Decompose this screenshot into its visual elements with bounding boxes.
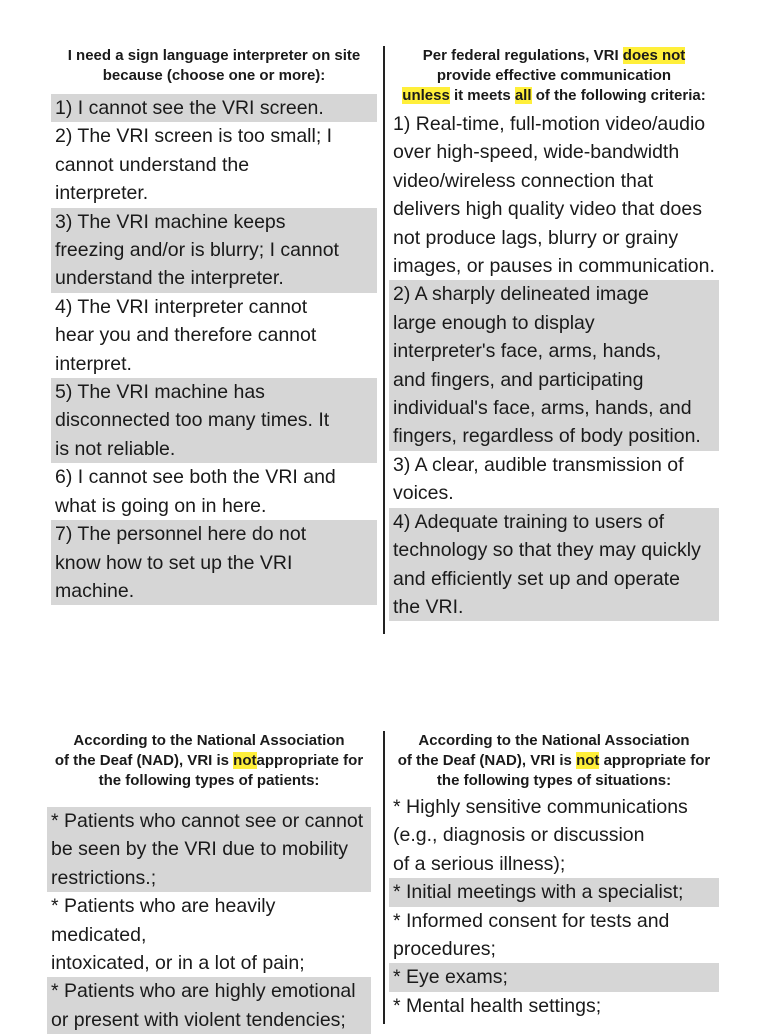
list-item-line: video/wireless connection that bbox=[393, 169, 654, 192]
list-item bbox=[51, 378, 377, 463]
highlight-unless: unless bbox=[402, 87, 450, 104]
list-item-line: freezing and/or is blurry; I cannot bbox=[55, 239, 339, 262]
federal-criteria-heading bbox=[389, 46, 719, 110]
list-item-line: disconnected too many times. It bbox=[55, 409, 330, 432]
list-item-line: * Patients who cannot see or cannot bbox=[51, 810, 364, 832]
heading-line: unless it meets all of the following criteria: bbox=[402, 87, 706, 104]
list-item-line: 2) The VRI screen is too small; I bbox=[55, 125, 333, 148]
nad-situations-heading bbox=[389, 731, 719, 793]
list-item-line: 4) Adequate training to users of bbox=[393, 510, 665, 533]
list-item-line: interpret. bbox=[55, 352, 132, 375]
list-item-line: the VRI. bbox=[393, 595, 464, 618]
list-item-line: procedures; bbox=[393, 938, 496, 961]
nad-patients-column bbox=[47, 731, 371, 1034]
list-item-line: understand the interpreter. bbox=[55, 267, 284, 290]
list-item bbox=[389, 992, 719, 1020]
list-item bbox=[389, 110, 719, 280]
list-item-line: voices. bbox=[393, 482, 454, 505]
list-item bbox=[389, 451, 719, 508]
list-item-line: know how to set up the VRI bbox=[55, 551, 293, 574]
nad-patients-list bbox=[47, 807, 371, 1034]
list-item-line: * Mental health settings; bbox=[393, 994, 602, 1017]
list-item bbox=[47, 892, 371, 977]
list-item-line: * Patients who are highly emotional bbox=[51, 980, 356, 1003]
list-item bbox=[51, 122, 377, 207]
list-item bbox=[51, 94, 377, 122]
heading-line: I need a sign language interpreter on site bbox=[67, 47, 361, 64]
federal-criteria-column bbox=[389, 46, 719, 621]
list-item bbox=[51, 293, 377, 378]
nad-patients-heading bbox=[47, 731, 371, 807]
highlight-not: not bbox=[233, 752, 257, 769]
list-item-line: 7) The personnel here do not bbox=[55, 523, 307, 546]
list-item-line: not produce lags, blurry or grainy bbox=[393, 226, 679, 249]
patient-reasons-column bbox=[51, 46, 377, 605]
list-item-line: of a serious illness); bbox=[393, 852, 566, 875]
list-item-line: * Eye exams; bbox=[393, 966, 508, 989]
list-item-line: over high-speed, wide-bandwidth bbox=[393, 141, 680, 164]
list-item-line: delivers high quality video that does bbox=[393, 198, 702, 221]
nad-situations-list bbox=[389, 793, 719, 1020]
list-item-line: large enough to display bbox=[393, 311, 595, 334]
list-item-line: 1) I cannot see the VRI screen. bbox=[55, 97, 324, 119]
list-item-line: and efficiently set up and operate bbox=[393, 567, 680, 590]
heading-line: because (choose one or more): bbox=[102, 67, 326, 84]
list-item-line: 2) A sharply delineated image bbox=[393, 283, 649, 306]
list-item-line: * Patients who are heavily medicated, bbox=[51, 895, 276, 946]
list-item-line: what is going on in here. bbox=[55, 494, 267, 517]
list-item bbox=[389, 907, 719, 964]
list-item-line: individual's face, arms, hands, and bbox=[393, 397, 692, 420]
highlight-does-not: does not bbox=[622, 47, 686, 64]
list-item-line: 1) Real-time, full-motion video/audio bbox=[393, 113, 706, 135]
list-item bbox=[389, 878, 719, 906]
list-item bbox=[389, 793, 719, 878]
list-item bbox=[47, 807, 371, 892]
list-item-line: 4) The VRI interpreter cannot bbox=[55, 295, 308, 318]
heading-line: According to the National Association bbox=[73, 732, 345, 749]
list-item bbox=[51, 208, 377, 293]
patient-reasons-list bbox=[51, 94, 377, 605]
list-item bbox=[47, 977, 371, 1034]
list-item-line: or present with violent tendencies; bbox=[51, 1008, 346, 1031]
list-item-line: interpreter's face, arms, hands, bbox=[393, 340, 662, 363]
nad-situations-column bbox=[389, 731, 719, 1020]
list-item-line: be seen by the VRI due to mobility bbox=[51, 838, 349, 861]
highlight-all: all bbox=[514, 87, 532, 104]
list-item-line: images, or pauses in communication. bbox=[393, 255, 715, 278]
list-item-line: interpreter. bbox=[55, 182, 149, 205]
column-divider bbox=[383, 731, 385, 1024]
list-item-line: * Informed consent for tests and bbox=[393, 909, 670, 932]
list-item-line: 6) I cannot see both the VRI and bbox=[55, 466, 336, 489]
heading-line: of the Deaf (NAD), VRI is notappropriate for bbox=[54, 752, 364, 769]
list-item-line: and fingers, and participating bbox=[393, 368, 644, 391]
heading-line: the following types of patients: bbox=[98, 772, 320, 789]
list-item-line: * Initial meetings with a specialist; bbox=[393, 881, 684, 904]
list-item bbox=[389, 280, 719, 450]
list-item-line: fingers, regardless of body position. bbox=[393, 425, 701, 448]
list-item-line: is not reliable. bbox=[55, 437, 176, 460]
heading-line: provide effective communication bbox=[436, 67, 672, 84]
list-item-line: (e.g., diagnosis or discussion bbox=[393, 824, 645, 847]
heading-line: of the Deaf (NAD), VRI is not appropriate for bbox=[397, 752, 711, 769]
list-item-line: technology so that they may quickly bbox=[393, 539, 701, 562]
list-item bbox=[389, 508, 719, 622]
list-item-line: machine. bbox=[55, 579, 135, 602]
list-item-line: 5) The VRI machine has bbox=[55, 381, 265, 404]
federal-criteria-list bbox=[389, 110, 719, 621]
list-item-line: hear you and therefore cannot bbox=[55, 324, 317, 347]
list-item-line: 3) The VRI machine keeps bbox=[55, 210, 286, 233]
highlight-not: not bbox=[576, 752, 600, 769]
heading-line: the following types of situations: bbox=[436, 772, 672, 789]
list-item-line: intoxicated, or in a lot of pain; bbox=[51, 952, 305, 975]
column-divider bbox=[383, 46, 385, 634]
heading-line: Per federal regulations, VRI does not bbox=[422, 47, 686, 64]
list-item-line: restrictions.; bbox=[51, 866, 157, 889]
list-item bbox=[389, 963, 719, 991]
list-item-line: * Highly sensitive communications bbox=[393, 796, 688, 818]
heading-line: According to the National Association bbox=[418, 732, 690, 749]
list-item-line: cannot understand the bbox=[55, 153, 250, 176]
list-item bbox=[51, 463, 377, 520]
list-item-line: 3) A clear, audible transmission of bbox=[393, 453, 684, 476]
list-item bbox=[51, 520, 377, 605]
patient-reasons-heading bbox=[51, 46, 377, 94]
